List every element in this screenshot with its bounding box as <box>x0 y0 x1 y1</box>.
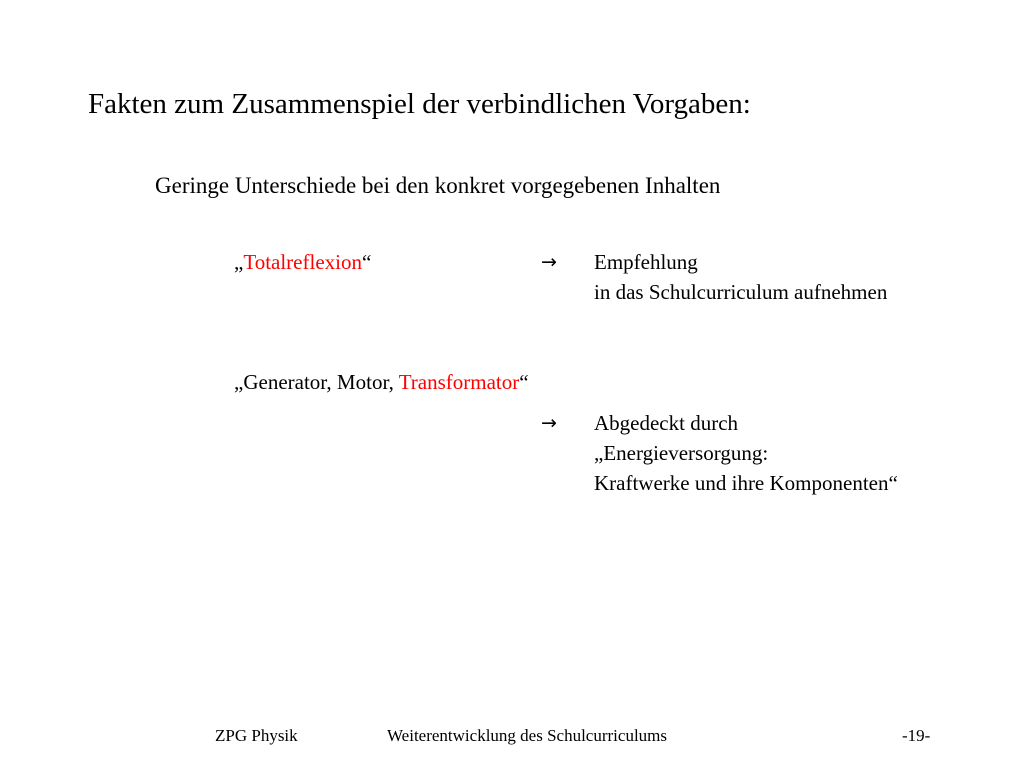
slide-subtitle: Geringe Unterschiede bei den konkret vorgegebenen Inhalten <box>155 173 721 198</box>
footer-left: ZPG Physik <box>215 726 298 745</box>
item2-result-line1: Abgedeckt durch <box>594 411 739 435</box>
item1-arrow-icon: → <box>541 251 557 273</box>
item2-arrow-icon: → <box>541 412 557 434</box>
item1-result-line1: Empfehlung <box>594 250 698 274</box>
footer-page-number: -19- <box>902 726 931 745</box>
item2-term <box>234 367 529 397</box>
item2-result-line3: Kraftwerke und ihre Komponenten“ <box>594 471 898 495</box>
slide-title: Fakten zum Zusammenspiel der verbindlichen Vorgaben: <box>88 88 751 120</box>
item2-term-highlight: Transformator <box>398 370 520 394</box>
item1-close-quote: “ <box>361 250 372 274</box>
item1-open-quote: „ <box>234 250 244 274</box>
item1-result-line2: in das Schulcurriculum aufnehmen <box>594 280 888 304</box>
footer-center: Weiterentwicklung des Schulcurriculums <box>387 726 668 745</box>
item2-open-quote: „ <box>234 370 244 394</box>
item2-result-line2: „Energieversorgung: <box>594 441 769 465</box>
item2-term-prefix: Generator, Motor, <box>243 370 399 394</box>
item1-term-highlight: Totalreflexion <box>243 250 362 274</box>
item2-close-quote: “ <box>519 370 529 394</box>
item1-term <box>234 247 371 277</box>
